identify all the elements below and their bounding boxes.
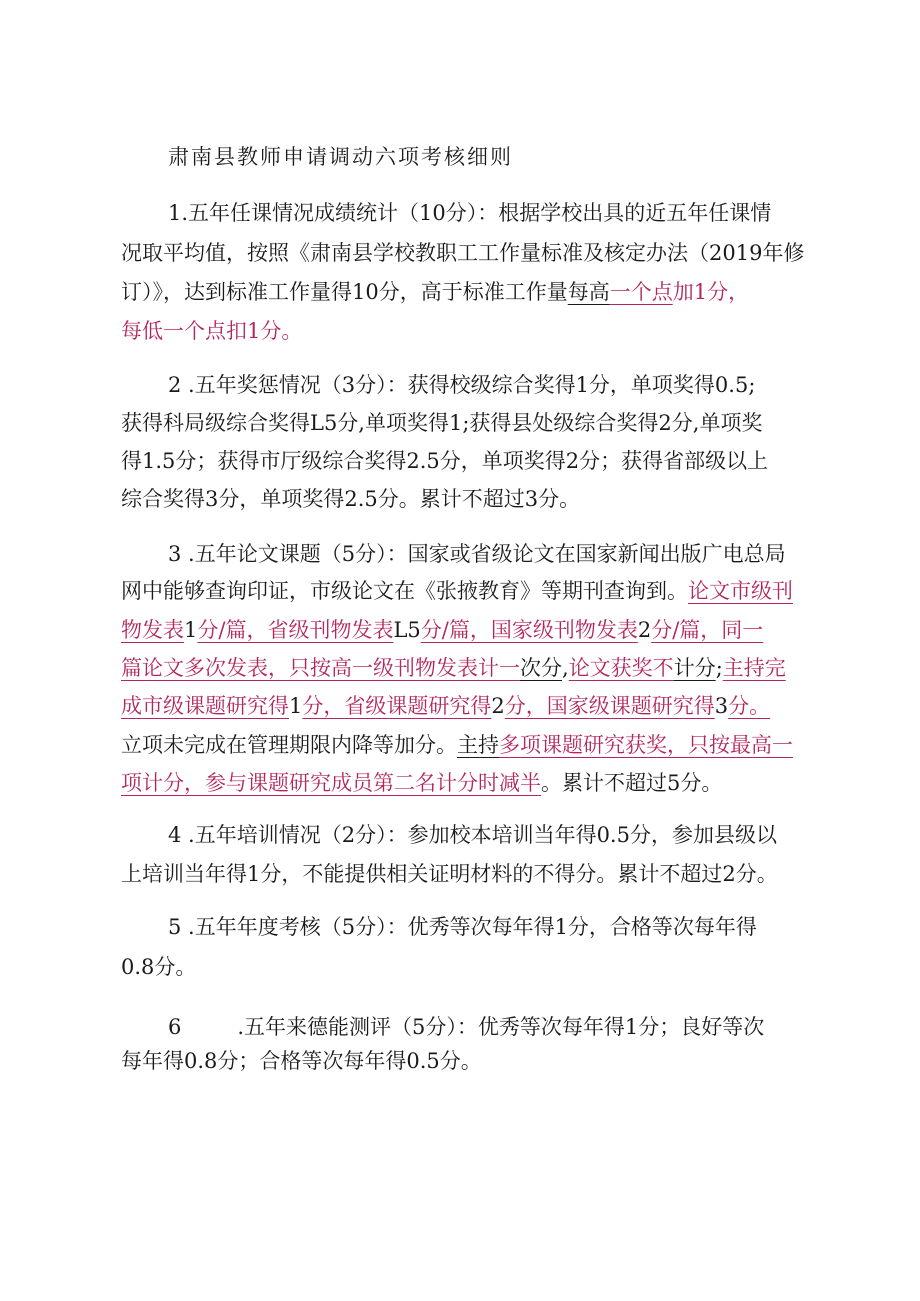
s3-punct: , [562, 656, 569, 680]
s3-highlight-text: 论文市级刊 [688, 579, 793, 603]
s3-punct: ; [715, 656, 723, 680]
s1-underlined-text: 每高 [567, 280, 610, 304]
s3-line-6-text: 立项未完成在管理期限内降等加分。 [121, 733, 457, 757]
s1-line-4: 每低一个点扣1分。 [121, 319, 303, 343]
s3-highlight-text: 论文获奖不 [568, 656, 674, 680]
s5-line-2: 0.8分。 [121, 955, 197, 979]
s2-line-2: 获得科局级综合奖得L5分,单项奖得1;获得县处级综合奖得2分,单项奖 [121, 411, 763, 435]
s6-line-1 [168, 1010, 764, 1044]
s3-highlight-text: 分/篇，同一 [651, 618, 764, 642]
s3-line-7 [121, 766, 722, 800]
s3-underlined-text: 计分 [673, 656, 716, 680]
s3-number: 3 [714, 694, 729, 718]
s6-line-2: 每年得0.8分；合格等次每年得0.5分。 [121, 1049, 482, 1073]
s3-highlight-text: 分/篇，省级刊物发表 [197, 618, 394, 642]
s3-number: 1 [289, 694, 303, 718]
s3-line-5 [121, 689, 770, 723]
s4-line-1: 4 .五年培训情况（2分）：参加校本培训当年得0.5分，参加县级以 [168, 823, 777, 847]
s6-line-1-text: .五年来德能测评（5分）：优秀等次每年得1分；良好等次 [237, 1015, 765, 1039]
s3-number: 1 [184, 618, 198, 642]
s3-line-2-text: 网中能够查询印证，市级论文在《张掖教育》等期刊查询到。 [121, 579, 688, 603]
s6-number: 6 [168, 1015, 182, 1039]
s3-highlight-text: 物发表 [121, 618, 184, 642]
s3-highlight-text: 分，国家级课题研究得 [504, 694, 715, 718]
s3-line-1: 3 .五年论文课题（5分）：国家或省级论文在国家新闻出版广电总局 [168, 542, 786, 566]
s3-line-3 [121, 613, 763, 647]
s3-highlight-text: 分，省级课题研究得 [302, 694, 492, 718]
s1-line-3 [121, 275, 749, 309]
s3-highlight-text: 成市级课题研究得 [121, 694, 289, 718]
s3-underlined-text: 次分 [520, 656, 562, 680]
s1-highlight-text: 加1分， [672, 280, 750, 304]
s3-line-7-text: 。累计不超过5分。 [541, 771, 723, 795]
s4-line-2: 上培训当年得1分，不能提供相关证明材料的不得分。累计不超过2分。 [121, 862, 778, 886]
s2-line-1: 2 .五年奖惩情况（3分）：获得校级综合奖得1分，单项奖得0.5; [168, 373, 756, 397]
s3-number: L5 [393, 618, 421, 642]
s1-highlight-text: 一个点 [609, 280, 673, 304]
s3-underlined-text: 主持 [457, 733, 499, 757]
s3-highlight-text: 分/篇，国家级刊物发表 [420, 618, 638, 642]
s2-line-4: 综合奖得3分，单项奖得2.5分。累计不超过3分。 [121, 487, 581, 511]
s5-line-1: 5 .五年年度考核（5分）：优秀等次每年得1分，合格等次每年得 [168, 915, 757, 939]
s3-highlight-text: 分。 [728, 694, 771, 718]
s1-line-1: 1.五年任课情况成绩统计（10分）：根据学校出具的近五年任课情 [168, 201, 772, 225]
document-title: 肃南县教师申请调动六项考核细则 [168, 145, 513, 169]
s3-highlight-text: 项计分，参与课题研究成员第二名计分时减半 [121, 771, 541, 795]
s1-line-3-text: 订）》，达到标准工作量得10分，高于标准工作量 [121, 280, 568, 304]
s1-line-2: 况取平均值，按照《肃南县学校教职工工作量标准及核定办法（2019年修 [121, 241, 805, 265]
s3-highlight-text: 主持完 [722, 656, 786, 680]
s3-highlight-text: 多项课题研究获奖，只按最高一 [499, 733, 793, 757]
s3-highlight-text: 篇论文多次发表，只按高一级刊物发表计一 [121, 656, 520, 680]
s3-number: 2 [491, 694, 505, 718]
s3-number: 2 [637, 618, 652, 642]
s3-line-2 [121, 574, 793, 608]
s3-line-4 [121, 651, 786, 685]
s2-line-3: 得1.5分；获得市厅级综合奖得2.5分，单项奖得2分；获得省部级以上 [121, 449, 769, 473]
s3-line-6 [121, 728, 793, 762]
